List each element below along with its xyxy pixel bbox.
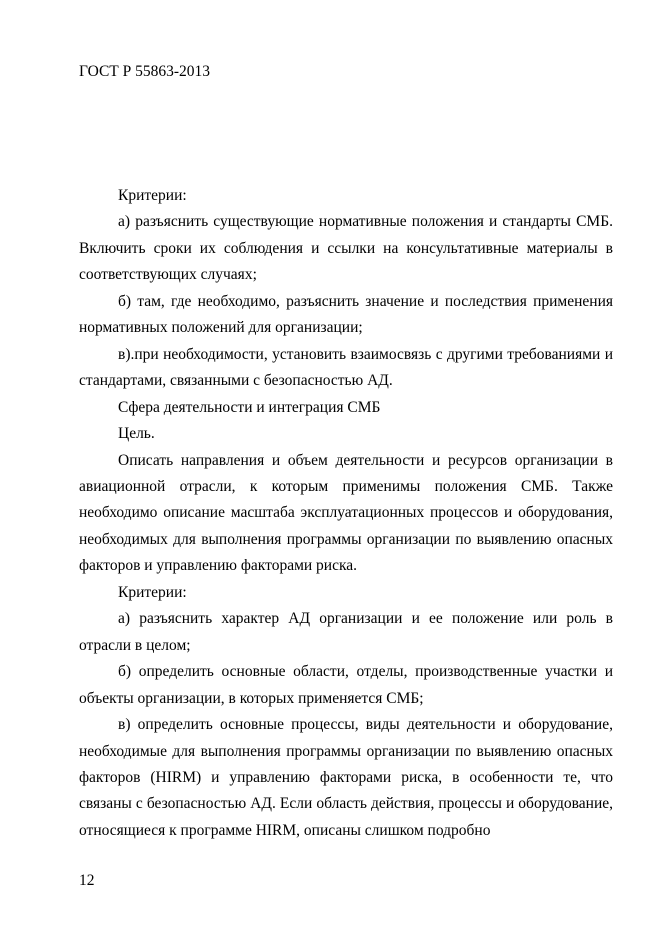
standard-designation: ГОСТ Р 55863-2013: [79, 63, 211, 80]
paragraph-criterion-b-2: б) определить основные области, отделы, производственные участки и объекты организации, в которых применяется СМБ;: [79, 663, 613, 707]
paragraph-criteria-heading-2: Критерии:: [118, 583, 187, 601]
paragraph-section-heading: Сфера деятельности и интеграция СМБ: [118, 398, 381, 416]
page-number: 12: [79, 872, 95, 889]
paragraph-criteria-heading: Критерии:: [118, 187, 187, 204]
paragraph-criterion-c: в).при необходимости, установить взаимосвязь с другими требованиями и стандартами, связанными с безопасностью АД.: [79, 345, 613, 390]
document-header: [79, 62, 210, 82]
document-body: [79, 183, 613, 844]
paragraph-criterion-a-2: а) разъяснить характер АД организации и ее положение или роль в отрасли в целом;: [79, 610, 613, 654]
paragraph-goal-text: Описать направления и объем деятельности и ресурсов организации в авиационной отрасли, к которым применимы положения СМБ. Также необходимо описание масштаба эксплуатационных процессов и оборудования, необходимых для выполнения программы организации по выявлению опасных факторов и управлению факторами риска.: [79, 451, 613, 575]
paragraph-goal-heading: Цель.: [118, 425, 155, 443]
paragraph-criterion-b: б) там, где необходимо, разъяснить значение и последствия применения нормативных положений для организации;: [79, 292, 613, 337]
paragraph-criterion-c-2: в) определить основные процессы, виды деятельности и оборудование, необходимые для выполнения программы организации по выявлению опасных факторов (HIRM) и управлению факторами риска, в особенности те, что связаны с безопасностью АД. Если область действия, процессы и оборудование, относящиеся к программе HIRM, описаны слишком подробно: [79, 716, 613, 839]
paragraph-criterion-a: а) разъяснить существующие нормативные положения и стандарты СМБ. Включить сроки их соблюдения и ссылки на консультативные материалы в соответствующих случаях;: [79, 213, 613, 284]
